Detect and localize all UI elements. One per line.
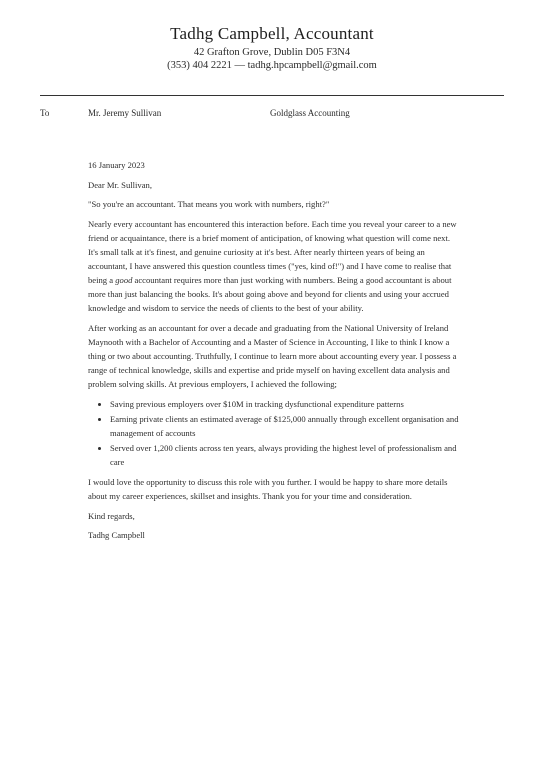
letter-header [0,24,544,72]
letter-signature: Tadhg Campbell [88,530,145,541]
sender-name: Tadhg Campbell, Accountant [170,24,374,43]
achievement-item: • Served over 1,200 clients across ten years, always providing the highest level of professionalism and care [110,441,460,469]
sender-contact: (353) 404 2221 — tadhg.hpcampbell@gmail.com [167,60,377,71]
opening-quote: "So you're an accountant. That means you work with numbers, right?" [88,199,330,210]
recipient-name: Mr. Jeremy Sullivan [88,108,162,118]
achievements-list [88,397,460,469]
letter-date: 16 January 2023 [88,160,145,170]
paragraph-intro-part2: accountant requires more than just working with numbers. Being a good accountant is about more than just balancing the books. It's about going above and beyond for clients and using your accrued knowledge and wisdom to service the needs of clients to the best of your ability. [88,275,452,314]
letter-closing: Kind regards, [88,510,135,521]
paragraph-intro-part1: Nearly every accountant has encountered this interaction before. Each time you reveal your career to a new friend or acquaintance, there is a brief moment of anticipation, of knowing what question will come next. It's small talk at it's finest, and genuine curiosity at it's best. After nearly thirteen years of being an accountant, I have answered this question countless times ("yes, kind of!") and I have come to realise that being a [88,218,457,286]
emphasis-good: good [115,275,133,286]
paragraph-intro [88,217,460,316]
to-label: To [40,108,50,118]
letter-body [88,158,460,548]
header-divider [40,95,504,96]
paragraph-closing: I would love the opportunity to discuss this role with you further. I would be happy to share more details about my career experiences, skillset and insights. Thank you for your time and consideration. [88,476,448,501]
achievement-item: • Saving previous employers over $10M in tracking dysfunctional expenditure patterns [110,397,460,411]
recipient-company: Goldglass Accounting [270,108,350,118]
achievement-item: • Earning private clients an estimated average of $125,000 annually through excellent organisation and management of accounts [110,412,460,440]
letter-salutation: Dear Mr. Sullivan, [88,179,152,190]
sender-address: 42 Grafton Grove, Dublin D05 F3N4 [193,47,351,58]
paragraph-experience: After working as an accountant for over a decade and graduating from the National University of Ireland Maynooth with a Bachelor of Accounting and a Master of Science in Accounting, I like to think I know a thing or two about accounting. Truthfully, I continue to learn more about accounting every year. I possess a range of technical knowledge, skills and expertise and pride myself on having excellent data analysis and problem solving skills. At previous employers, I achieved the following; [88,322,457,390]
